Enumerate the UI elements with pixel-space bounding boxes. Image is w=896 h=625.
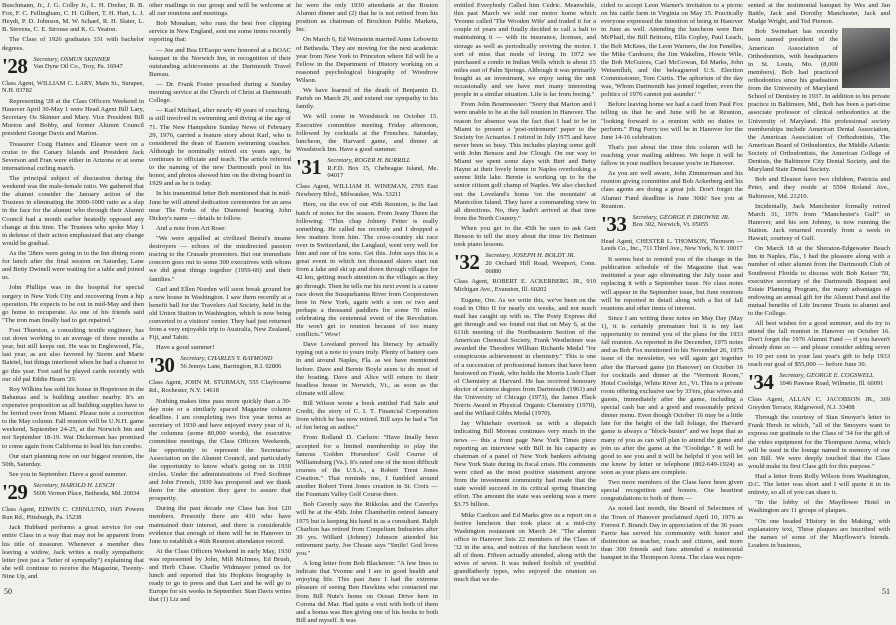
paragraph: other mailings to our group and will be welcome at all our reunions and meetings.	[149, 2, 291, 18]
paragraph: Through the courtesy of Stan Smoyer's letter to Frank Hersh in which, "all of the Smoyers want to express our gratitude to the Class of '34 for the gift of the video equipment for the Thompson Arena, which will be used in the lounge named in memory of our son Bill. We were deeply touched that the Class would make its first Class gift for this purpose."	[748, 414, 890, 470]
paragraph: Bill Wilson wrote a book entitled Fail Safe and Credit, the story of C. I. T. Financial Corporation from which he has now retired. Bill says he had a "lot of fun being an author."	[296, 400, 438, 432]
class-agent: Class Agent, WILLIAM C. LARY, Main St., Surapee, N.H. 03782	[2, 79, 144, 95]
paragraph: From Rolland D. Carlson: "Have finally been accepted for a limited membership to play the famous 'Golden Horseshoe' Golf Course of Williamsburg (Va.). It's rated one of the most difficult courses of the U.S.A., a Robert Trent Jones Creation." That reminds me, I fumbled around another Robert Trent Jones creation in St. Croix — the Fountain Valley Golf Course there.	[296, 434, 438, 499]
class-agent: Class Agent, JOHN M. STURMAN, 555 Claybourne Rd., Rochester, N.Y. 14618	[149, 379, 291, 395]
paragraph: Eugene, Ore. As we write this, we've been on the road in Ohio II for nearly six weeks, and not much mail has caught up with us. The Posty Express did get through and we found out that on May 6, at the 611th meeting of the Northeastern Section of the American Chemical Society, Frank Westheimer was awarded the Theodore William Richards Medal "for conspicuous achievement in chemistry." This is one of a succession of professional honors that have been bestowed on Frank, who holds the Morris Loeb Chair of Chemistry at Harvard. He has received honorary doctor of science degrees from Dartmouth (1961) and the University of Chicago (1973), the James Flack Norris Award in Physical Organic Chemistry (1970), and the Willard Gibbs Medal (1970).	[454, 296, 596, 418]
class-heading-30	[149, 355, 291, 376]
paragraph: As the '28ers were going in to the Inn dining room for lunch after the final session on Saturday, Lane and Betty Dwinell were waiting for a table and joined us.	[2, 250, 144, 282]
paragraph: "In the lobby of the Mayflower Hotel in Washington are 11 groups of plaques.	[748, 499, 890, 515]
paragraph: That's just about the time this column will be reaching your mailing address. We hope it will be fallow in your mailbox because you're in Hanover.	[601, 143, 743, 168]
paragraph: And a note from Art Rose:	[156, 224, 227, 232]
portrait-photo	[842, 28, 890, 88]
secretary-name: Secretary, ROGER H. BURRILL	[327, 156, 411, 164]
paragraph: When you get to the 45th be sure to ask Gert Benson to tell the story about the time Irv Bettman took piano lessons.	[454, 224, 596, 249]
secretary-address: Van Dyne Oil Co., Troy, Pa. 16947	[33, 63, 123, 71]
paragraph: sented at the testimonial banquet by Wes and Jan Battle, Jack and Dorothy Manchester, Jack and Madge Wright, and Ted Pierson.	[748, 2, 890, 26]
secretary-name: Secretary, GEORGE P. DROWNE JR.	[632, 213, 730, 221]
paragraph: Jack Hubbard performs a great service for our entire Class in a way that may not be apparent from his title of treasurer. Whenever a member dies leaving a widow, Jack writes a really sympathetic letter (not just a "letter of sympathy") explaining that she will continue to receive the Magazine, Twenty-Nine Up, and	[2, 524, 144, 580]
paragraph: Before leaving home we had a card from Paul Fox telling us that he and June will be at Reunion, "looking forward to a reunion with no duties to perform." Ping Ferry too will be in Hanover for the June 14-16 celebration.	[601, 101, 743, 141]
class-year: '30	[149, 353, 175, 378]
class-year: '33	[601, 211, 627, 236]
secretary-address: 5606 Vernon Place, Bethesda, Md. 20034	[33, 489, 140, 497]
paragraph: Our start planning now on our biggest reunion, the 50th, Saturday.	[2, 452, 144, 468]
paragraph: Here, on the eve of our 45th Reunion, is the last batch of notes for the season. From Jeany Theen the following: "This chap Johnny Fetter is really something. He called me recently and I dropped a few matters from him. The cross-country ski race over in Switzerland, the Langlauf, went very well for him and one of his sons. Get this. John says this is a great event in which ten thousand skiers start out from a lake and ski up and down through villages for 42 km, getting much attention in the villages as they go through. Then he tells me his next event is a canoe race down the Susquehanna River from Cooperstown here in New York, again with a son or two and perhaps a thousand paddlers for some 70 miles celebrating the centennial event of the Revolution. He won't get to reunion because of too many conflicts." Wow!	[296, 201, 438, 339]
paragraph: Bob Caverly says the Rikkolas and the Caverlys will be at the 45th. John Chamberlin retired January 1975 but is keeping his hand in as a consultant. Ralph Charlton has retired from Conpelium Industries after 39 yrs. Willard (Johnny) Johnson attended his retirement party. Joe Choate says "Smile! God loves you."	[296, 501, 438, 557]
paragraph: Buschmann, Jr., J. G. Colby Jr., L. H. Dreher, R. B. Fox, F. C. Fellingham, C. H. Gilbert, T. H. Hart, L. J. Heydt, P. D. Johnson, M. W. Schaef, R. H. Slater, L. B. Stevens, C. E. Strouse and K. G. Yeaton.	[2, 2, 144, 34]
paragraph: entitled Everybody Called him Cedric. Meanwhile, this past March we sold our motor home which Yvonne called 'The Wooden Wife' and traded it for a couple of years and finally decided to call a halt to maintaining it — with its insurance, licenses, and storage as well as periodically reviving the motor. I sort of miss that mode of living. In 1972 we purchased a condo in Indian Wells which is about 15 miles east of Palm Springs. Although it was primarily bought as an investment, we enjoy using the unit occasionally and we have met many interesting people in a similar situation. Life is far from boring."	[454, 2, 596, 99]
paragraph: John Phillips was in the hospital for special surgery in New York City and recovering from a hip operation. He expects to be out in mid-May and then go home to recuperate. As one of his friends said "The iron man finally had to get repaired."	[2, 284, 144, 324]
paragraph: Bob Swinehart has recently been named president of the American Association of Orthodontists, with headquarters in St. Louis, Mo. (8,000 members). Bob had practiced orthodontics since his graduation from the University of Maryland School of Dentistry in 1937. In addition to his private practice in Baltimore, Md., Bob has been a part-time associate professor of clinical orthodontics at the University of Maryland. His professional society memberships include American Dental Association, the American Association of Orthodontists, The American Board of Orthodontics, the Middle Atlantic Society of Orthodontists, the American College of Dentists, the Baltimore City Dental Society, and the Maryland State Dental Society.	[748, 28, 890, 174]
paragraph: Representing '28 at the Class Officers Weekend in Hanover April 30-May 1 were Head Agent Bill Lary, Secretary Os Skinner and Mary. Vice President Bill Morton and Bobby, and former Alumni Council president George Davis and Marion.	[2, 98, 144, 138]
secretary-block	[33, 56, 122, 71]
secretary-address: 1046 Pawnee Road, Wilmette, Ill. 60091	[779, 379, 884, 387]
column-1	[2, 2, 144, 582]
secretary-block	[180, 355, 281, 370]
paragraph: he were the only 1930 attendants at the Boston Alumni dinner and (2) that he is not retired from his position as chairman of Brockton Public Markets, Inc.	[296, 2, 438, 34]
paragraph: The Class of 1926 graduates 331 with bachelor degrees.	[2, 36, 144, 52]
class-year: '31	[296, 154, 322, 179]
paragraph: "On one headed 'History in the Making,' with explanatory text, 'These plaques are inscribed with the names of some of the Mayflower's friends. Leaders in business,	[748, 517, 890, 549]
paragraph: All best wishes for a good summer, and do try to attend the fall reunion in Hanover on October 16. Don't forget the 1976 Alumni Fund — if you haven't already done so — and please consider adding seven to 10 per cent to your last year's gift to help 1933 reach our goal of $55,000 — before June 30.	[748, 320, 890, 368]
paragraph: Two more members of the Class have been given special recognition and honors. Our heartiest congratulations to both of them —	[601, 479, 743, 503]
paragraph: Carl and Ellen Norden will soon break ground for a new house in Washington. I saw them recently at a benefit ball for the Travelers Aid Society, held in the old Union Station in Washington, which is now being converted to a visitors' center. They had just returned from a very enjoyable trip to Australia, New Zealand, Fiji, and Tahiti.	[149, 285, 291, 342]
paragraph: See you in September. Have a good summer.	[9, 470, 128, 478]
secretary-name: Secretary, OSMUN SKINNER	[33, 55, 110, 63]
paragraph: Dave Loveland proved his literacy by actually typing out a note to yours truly. Plenty of battery cars in and around Naples, Fla. as we have mentioned before. Dave and Bernie Boyle seem to do most of the boating. Dave and Alice will return to their headless house in Norwich, Vt., as soon as the climate will allow.	[296, 341, 438, 397]
paragraph: Nothing makes time pass more quickly than a 30-day note or a similarly spaced Magazine column deadline. I am completing two five year terms as secretary of 1930 and have enjoyed every year of it, the columns (some 80,000 words), the executive committee meetings, the Class Officers Weekends, the opportunity to represent the Secretaries' Association on the Alumni Council, and particularly the opportunity to know what's going on in 1930 circles. Under the administrations of Fred Scribner and John French, 1930 has prospered and we thank them for the attention they gave to assure that prosperity.	[149, 397, 291, 503]
paragraph: "We were appalled at civilized Beirut's insane destroyers — echoes of the misdirected passion tracing to the Crusade promoters. But our immediate concern goes out to some 300 executives with whom we did great things together (1959-60) and their families."	[149, 234, 291, 283]
secretary-name: Secretary, JOSEPH H. BOLDT JR.	[485, 252, 575, 260]
paragraph: Roy Wilkins has sold his house in Hopetown in the Bahamas and is building another nearby. It's an expensive proposition as all building supplies have to be ferried over from Miami. Please note a correction to the May column. Fall reunion will be U.N.H. game weekend, September 24-25, at the Norwich Inn and not September 18-19. Wat Dickerman has promised to come again from California to lead his fun combo.	[2, 385, 144, 450]
paragraph: As noted last month, the Board of Selectmen of the Town of Hanover proclaimed April 10, 1976 as Forrest F. Branch Day in appreciation of the 36 years Farrie has served his community with honor and distinction as teacher, coach and citizen, and more than 300 friends and fans attended a testimonial banquet in the Thompson Arena. The class was repre-	[601, 505, 743, 562]
paragraph: Jay Whitehair overtook us with a dispatch indicating Bill Moreau continues very much in the news — this a front page New York Times piece reporting an interview with Bill in his capacity as chairman of a panel of New York bankers advising New York State during its fiscal crisis. His comments were cited as the most positive statement anyone from the investment community had made that the state would succeed in its critical spring financing effort. The amount the state was seeking was a mere $3.75 billion.	[454, 420, 596, 509]
page-number-left: 50	[4, 587, 12, 596]
page-left	[0, 0, 448, 624]
class-agent: Class Agent, ALLAN C. JACOBSON JR., 369 Greydon Terrace, Ridgewood, N.J. 33408	[748, 395, 890, 411]
class-agent: Class Agent, WILLIAM H. WINEMAN, 2705 East Newberry Blvd., Milwaukee, Wis. 53211	[296, 183, 438, 198]
class-heading-29	[2, 479, 144, 504]
class-heading-33	[601, 211, 743, 236]
class-heading-31	[296, 154, 438, 180]
paragraph: During the past decade our Class has lost 120 members. Presently there are 410 who have maintained their interest, and there is considerable evidence that enough of them will be in Hanover in June to establish a 46th Reunion attendance record.	[149, 505, 291, 545]
secretary-address: R.F.D. Box 15, Chebeague Island, Me. 04017	[327, 164, 438, 180]
secretary-name: Secretary, GEORGE E. COGSWELL	[779, 371, 874, 379]
paragraph: cided to accept Leon Warner's invitation to a picnic on his cattle farm in Virginia on May 15. Practically everyone expressed the intention of being in Hanover in June as well. Attending the luncheon were Ben McPhail, the Bill Brittons, Ellis Copley, Paul Leach, the Bob McKees, the Leon Warners, the Joe Fenelles, the Mike Cardozos, the Jim Wakelins, Howie Wile, the Bob McGuires, Carl McGowan, Ed Marks, John Weisenfluh, and the beleaguered U.S. Election Commissioner, Tom Curtis. The aphorism of the day was, 'Whom Dartmouth has joined together, even the politics of 1976 cannot put asunder.' "	[601, 2, 743, 99]
column-4	[454, 2, 596, 582]
secretary-block	[485, 252, 596, 275]
column-5	[601, 2, 743, 582]
paragraph: As you are well aware, John Zimmerman and his reunion giving committee and Bob Ackerberg and his class agents are doing a great job. Don't forget the Alumni Fund deadline is June 30th! See you at Reunion.	[601, 170, 743, 210]
paragraph: It seems best to remind you of the change in the publication schedule of the Magazine that was instituted a year ago eliminating the July issue and replacing it with a September issue. No class notes will appear in the September issue, but June reunions will be reported in detail along with a list of fall reunions and other items of interest.	[601, 256, 743, 312]
column-6	[748, 2, 890, 582]
secretary-block	[632, 214, 729, 229]
paragraph: Bob Monahan, who runs the best free clipping service in New England, sent me some items recently reporting that:	[149, 20, 291, 44]
class-year: '28	[2, 53, 28, 78]
paragraph: Since I am writing these notes on May Day (May 1), it is certainly premature but it is my last opportunity to remind you of the plans for the 1933 fall reunion. As reported in the December, 1975 notes and as Bob Fox mentioned in his November 26, 1975 issue of the newsletter, we will again get together after the Harvard game (in Hanover) on October 16 for cocktails and dinner at the "Vermont Room," Hotel Coolidge, White River Jct., Vt. This is a private room offering exclusive use by 33'ers, plus wives and guests, immediately after the game, including a special cash bar and a good and reasonably priced dinner menu. Even though October 16 may be a little late for the height of the fall foliage, the Harvard game is always a "block-buster" and we hope that as many of you as can will plan to attend the game and join us after the game at the "Coolidge." It will be good to see you and it will be helpful if you will let me know by letter or telephone (802-649-1924) as soon as your plans are complete.	[601, 314, 743, 476]
paragraph: From John Bourmeester: "Sorry that Marion and I were unable to be at the fall reunion in Hanover. The reason for absence was the fact that I had to be in Miami to present a 'post-retirement' paper to the Society for Actuaries. I retired in July 1975 and have never been so busy. This includes playing some golf with John Benson and Joe Clough. On our way to Miami we spent some days with Bert and Betty Hayne at their lovely home in Naples overlooking a serene little lake. Bernie is working up to be the senior citizen golf champ of Naples. We also checked out the Loveland's home 'on the mountain' at Manicolon Island. They have a commanding view in all directions. No, they hadn't arrived at that time from the North Country."	[454, 101, 596, 222]
paragraph: Bob and Eleanor have two children, Patricia and Peter, and they reside at 5504 Roland Ave., Baltimore, Md. 21210.	[748, 176, 890, 200]
secretary-address: 20 Orchard Hill Road, Westport, Conn. 06880	[485, 259, 596, 275]
paragraph: On March 6, Ed Weinstein married Anne Lebowitz of Bethesda. They are moving for the next academic year from New York to Princeton where Ed will be a Fellow in the Department of History working on a reasoned psychological biography of Woodrow Wilson.	[296, 36, 438, 84]
class-agent: Head Agent, CHESTER L. THOMSON, Thomson — Leeds Co., Inc., 711 Third Ave., New York, N.Y. 10017	[601, 237, 743, 253]
paragraph: Mike Cardozo and Ed Marks give us a report on a festive luncheon that took place at a mid-city Washington restaurant on March 24: "The alumni office in Hanover lists 22 members of the Class of '32 in the area, and notices of the luncheon went to all of them. Fifteen actually attended, along with the wives of seven. It was indeed foolish of youthful grandfatherly types, who enjoyed the reunion so much that we de-	[454, 511, 596, 584]
class-heading-28	[2, 53, 144, 78]
column-3	[296, 2, 438, 624]
secretary-address: 56 Jennys Lane, Barrington, R.I. 02806	[180, 363, 282, 371]
paragraph: — Karl Michael, after nearly 40 years of coaching, is still involved in swimming and diving at the age of 71. The New Hampshire Sunday News of February 29, 1976, carried a feature story about Karl, who is considered the dean of Eastern swimming coaches. Although he nominally retired six years ago, he continues to officiate and teach. The article referred to the naming of the new Dartmouth pool in his honor, and photos showed him on the diving board in 1929 and as he is today.	[149, 107, 291, 188]
paragraph: On March 18 at the Sheraton-Edgewater Beach Inn in Naples, Fla., I had the pleasure along with a number of other alumni from the Dartmouth Club of Southwest Florida to discuss with Bob Keiser '59, executive secretary of the Dartmouth Bequest and Estate Planning Program, the many advantages of endowing an annual gift for the Alumni Fund and the mutual benefits of Life Income Trusts to alumni and to the College.	[748, 245, 890, 318]
page-number-right: 51	[882, 587, 890, 596]
class-year: '29	[2, 479, 28, 504]
secretary-block	[327, 157, 438, 180]
paragraph: At the Class Officers Weekend in early May, 1930 was represented by John, Milt McInnes, Ed Brush, and Herb Chase. Charlie Widmayer joined us for lunch and reported that his Hopkins biography is ready to go to press and that Lari and he will go to Europe for six weeks in September. Stan Davis writes that (1) Liz and	[149, 547, 291, 604]
secretary-name: Secretary, CHARLES Y. RAYMOND	[180, 355, 273, 363]
secretary-name: Secretary, HAROLD H. LESCH	[33, 481, 115, 489]
paragraph: We will come in Woodstock on October 15. Executive committee meeting Friday afternoon, followed by cocktails at the Frenches. Saturday, luncheon, the Harvard game, and dinner at Woodstock Inn. Have a good summer.	[296, 113, 438, 153]
paragraph: Had a letter from Rolly Wilson from Washington, D.C. The letter was short and I will quote it in its entirety, so all of you can share it.	[748, 472, 890, 497]
secretary-block	[33, 482, 139, 497]
paragraph: Incidentally, Jack Manchester formally retired March 31, 1976 from "Manchester's Gulf" in Hanover, and his son Johnny, is now running the Station. Jack returned recently from a week in Hawaii, courtesy of Gulf.	[748, 202, 890, 243]
paragraph: A long letter from Bob Blackmon: "A few lines to indicate that Yvonne and I are in good health and enjoying life. This past June I had the extreme pleasure of seeing Ben Hawkins who contacted me from Bill Nute's home on Ocean Drive here in Corona del Mar. Had quite a visit with both of them and a bonus was Ben giving one of his books to both Bill and myself. It was	[296, 560, 438, 624]
class-year: '34	[748, 369, 774, 394]
class-heading-32	[454, 252, 596, 275]
column-2	[149, 2, 291, 604]
paragraph: Treasurer Craig Haines and Eleanor were on a cruise to the Canary Islands and President Jack Severson and Fran were either in Arizona or at some international curling match.	[2, 140, 144, 172]
secretary-block	[779, 372, 883, 387]
paragraph: The principal subject of discussion during the weekend was the male-female ratio. We gathered that the alumni consider the January action of the Trustees in eliminating the 3000-1000 ratio as a slap in the face for the alumni who through their Alumni Council had a month earlier heatedly opposed any change at this time. The Trustees who spoke May 1 in defense of their action emphasized that any change would be gradual.	[2, 175, 144, 247]
class-agent: Class Agent, EDWIN C. CHINLUND, 1605 Powers Run Rd., Pittsburgh, Pa. 15238	[2, 505, 144, 521]
secretary-address: Box 302, Norwich, Vt. 05055	[632, 221, 709, 229]
paragraph: Have a good summer!	[156, 344, 215, 352]
paragraph: Fost Thurston, a consulting textile engineer, has cut down working to an average of three months a year, but still keeps out. He was in Englewood, Fla., last year, as are also favored by Storm and Marie Baietel, but things interfered when he had a chance to go this year. Feet said he played cards recently with our old pal Eddie Hearn '29.	[2, 326, 144, 383]
class-agent: Class Agent, ROBERT E. ACKERBERG JR., 919 Michigan Ave., Evanston, Ill. 60202	[454, 278, 596, 294]
paragraph: — Dr. Frank Foster preached during a Sunday morning service at the Church of Christ at Dartmouth College.	[149, 80, 291, 105]
class-heading-34	[748, 369, 890, 394]
page-right	[448, 0, 896, 600]
class-year: '32	[454, 250, 480, 275]
paragraph: — Joe and Bea D'Esopo were honored at a BOAC banquet in the Norwich Inn, in recognition of their outstanding achievements at the Dartmouth Travel Bureau.	[149, 46, 291, 78]
paragraph: In his transmittal letter Bob mentioned that in mid-June he will attend dedication ceremonies for an area near The Forks of the Diamond bearing John Dickey's name — details to follow.	[149, 190, 291, 222]
paragraph: We have learned of the death of Benjamin D. Parish on March 29, and extend our sympathy to his family.	[296, 87, 438, 111]
